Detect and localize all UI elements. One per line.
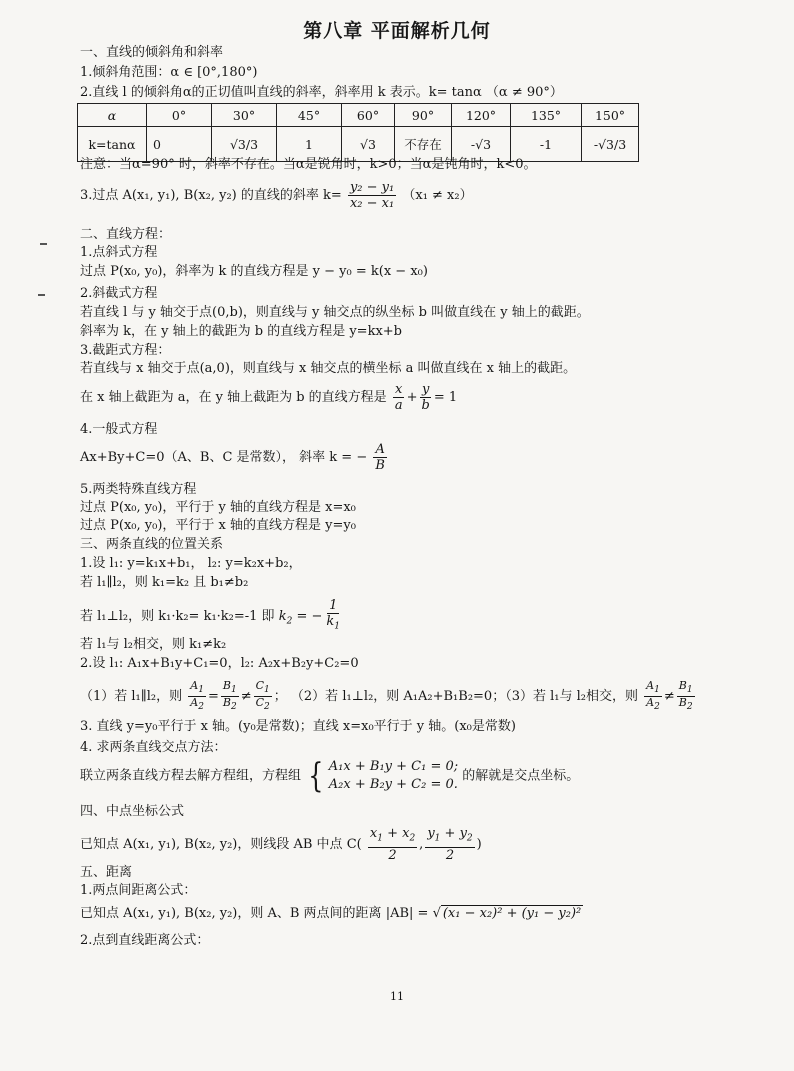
section-5-heading: 五、距离 <box>80 865 133 880</box>
fraction-numerator: 1 <box>329 598 338 613</box>
fraction-denominator: $A_2$ <box>646 696 660 713</box>
s5-l2 <box>80 905 583 923</box>
s3-l6: （1）若 l₁∥l₂，则 $\frac{A_1}{A_2}$ = $\frac{B_1}{B_2}$ ≠ $\frac{C_1}{C_2}$ ； （2）若 l₁⊥l₂，则 A₁A₂+B₁B₂=0；（3）若 l₁与 l₂相交，则 $\frac{A_1}{A_2}$ ≠ $\frac{B_1}{B_2}$ <box>80 679 693 713</box>
s3-l3-text: 若 l₁⊥l₂，则 k₁·k₂= k₁·k₂=-1 即 <box>80 608 275 624</box>
s3-l2: 若 l₁∥l₂，则 k₁=k₂ 且 b₁≠b₂ <box>80 575 249 590</box>
fraction-denominator: $A_2$ <box>190 696 204 713</box>
s2-l10 <box>80 442 389 473</box>
fraction-denominator: 2 <box>388 847 397 863</box>
table-cell: 90° <box>395 104 452 127</box>
midpoint-x-fraction <box>368 826 417 863</box>
margin-mark <box>38 294 45 296</box>
fraction-denominator: 2 <box>445 847 455 863</box>
fraction-numerator: $B_1$ <box>222 679 237 696</box>
table-cell: √3 <box>342 127 395 162</box>
section-4-heading: 四、中点坐标公式 <box>80 804 185 819</box>
s5-l3: 2.点到直线距离公式： <box>80 933 210 948</box>
s2-l3: 2.斜截式方程 <box>80 286 158 301</box>
table-cell: √3/3 <box>212 127 277 162</box>
fraction-denominator: a <box>394 398 403 413</box>
ratio-fraction <box>644 680 662 713</box>
fraction-denominator: $B_2$ <box>222 696 237 713</box>
fraction-denominator: $C_2$ <box>255 696 270 713</box>
system-equation-2: A₂x + B₂y + C₂ = 0. <box>328 777 458 792</box>
s3-l8: 4. 求两条直线交点方法： <box>80 740 227 755</box>
s4-l1-end: ) <box>476 836 482 852</box>
s1-p3-text: 3.过点 A(x₁, y₁), B(x₂, y₂) 的直线的斜率 k= <box>80 188 342 203</box>
fraction-denominator: b <box>421 398 430 413</box>
ratio-fraction <box>188 680 206 713</box>
section-2-heading: 二、直线方程： <box>80 227 172 242</box>
s1-p3 <box>80 180 473 211</box>
s2-l7: 若直线与 x 轴交于点(a,0)，则直线与 x 轴交点的横坐标 a 叫做直线在 x 轴上的截距。 <box>80 361 577 376</box>
table-cell: 135° <box>511 104 582 127</box>
s3-l9-end: 的解就是交点坐标。 <box>462 768 580 784</box>
s2-l8: 在 x 轴上截距为 a，在 y 轴上截距为 b 的直线方程是 $\frac{x}{a}$ + $\frac{y}{b}$ = 1 <box>80 382 458 413</box>
s3-l5: 2.设 l₁: A₁x+B₁y+C₁=0，l₂: A₂x+B₂y+C₂=0 <box>80 656 359 671</box>
table-cell: 45° <box>277 104 342 127</box>
table-cell: -1 <box>511 127 582 162</box>
fraction-numerator: $A_1$ <box>190 679 204 696</box>
s2-l5: 斜率为 k，在 y 轴上的截距为 b 的直线方程是 y=kx+b <box>80 324 402 339</box>
s3-l7: 3. 直线 y=y₀平行于 x 轴。(y₀是常数)；直线 x=x₀平行于 y 轴。(x₀是常数) <box>80 719 516 734</box>
s2-l10-text: Ax+By+C=0（A、B、C 是常数）， 斜率 k = − <box>80 450 368 465</box>
s2-l4: 若直线 l 与 y 轴交于点(0,b)，则直线与 y 轴交点的纵坐标 b 叫做直线在 y 轴上的截距。 <box>80 305 590 320</box>
table-cell: 120° <box>452 104 511 127</box>
table-cell: α <box>78 104 147 127</box>
table-cell: 0° <box>147 104 212 127</box>
fraction-numerator: x <box>395 382 403 397</box>
equation-system <box>305 758 458 794</box>
table-cell: 0 <box>147 127 212 162</box>
fraction-denominator: B <box>375 458 385 473</box>
s2-l8-text: 在 x 轴上截距为 a，在 y 轴上截距为 b 的直线方程是 <box>80 390 387 405</box>
s3-l9 <box>80 758 579 794</box>
s1-p3-condition: （x₁ ≠ x₂） <box>402 188 473 203</box>
table-cell: -√3 <box>452 127 511 162</box>
s3-l4: 若 l₁与 l₂相交，则 k₁≠k₂ <box>80 637 227 652</box>
table-cell: 不存在 <box>395 127 452 162</box>
s3-l6-parallel: （1）若 l₁∥l₂，则 <box>80 689 183 705</box>
fraction-denominator: $B_2$ <box>678 696 693 713</box>
table-cell: 30° <box>212 104 277 127</box>
ratio-fraction <box>677 680 695 713</box>
margin-mark <box>40 243 47 245</box>
s1-p1: 1.倾斜角范围：α ∈ [0°,180°) <box>80 65 258 80</box>
slope-numerator: y₂ − y₁ <box>349 180 395 195</box>
fraction-numerator: $y_1 + y_2$ <box>425 826 474 848</box>
s5-l1: 1.两点间距离公式： <box>80 883 197 898</box>
s1-note: 注意：当α=90° 时，斜率不存在。当α是锐角时，k>0；当α是钝角时，k<0。 <box>80 157 537 172</box>
s3-l9-text: 联立两条直线方程去解方程组，方程组 <box>80 768 302 784</box>
s2-l2: 过点 P(x₀, y₀)，斜率为 k 的直线方程是 y − y₀ = k(x − x₀) <box>80 264 428 279</box>
intercept-fraction-x <box>393 382 405 413</box>
ratio-fraction <box>254 680 272 713</box>
s2-l1: 1.点斜式方程 <box>80 245 158 260</box>
fraction-numerator: $x_1 + x_2$ <box>368 826 417 848</box>
fraction-numerator: y <box>421 382 430 397</box>
fraction-numerator: $A_1$ <box>646 679 660 696</box>
page-title: 第八章 平面解析几何 <box>303 20 491 42</box>
s4-l1-text: 已知点 A(x₁, y₁), B(x₂, y₂)，则线段 AB 中点 C( <box>80 836 362 852</box>
s3-l6-rest: ； （2）若 l₁⊥l₂，则 A₁A₂+B₁B₂=0；（3）若 l₁与 l₂相交，则 <box>273 689 638 705</box>
s2-l9: 4.一般式方程 <box>80 422 158 437</box>
fraction-numerator: A <box>375 442 385 457</box>
intercept-fraction-y <box>420 382 432 413</box>
perpendicular-slope-fraction <box>324 598 342 635</box>
table-cell: 60° <box>342 104 395 127</box>
general-slope-fraction <box>373 442 387 473</box>
page-number: 11 <box>390 990 404 1003</box>
ratio-fraction <box>221 680 239 713</box>
s2-l13: 过点 P(x₀, y₀)，平行于 x 轴的直线方程是 y=y₀ <box>80 518 356 533</box>
s2-l12: 过点 P(x₀, y₀)，平行于 y 轴的直线方程是 x=x₀ <box>80 500 356 515</box>
slope-denominator: x₂ − x₁ <box>349 196 395 211</box>
system-equation-1: A₁x + B₁y + C₁ = 0; <box>328 759 459 774</box>
table-cell: -√3/3 <box>582 127 639 162</box>
table-row <box>78 104 639 127</box>
radicand: (x₁ − x₂)² + (y₁ − y₂)² <box>442 906 582 921</box>
fraction-denominator: $k_1$ <box>326 614 341 632</box>
table-cell: 1 <box>277 127 342 162</box>
table-cell: k=tanα <box>78 127 147 162</box>
s4-l1: 已知点 A(x₁, y₁), B(x₂, y₂)，则线段 AB 中点 C( $\frac{x_1 + x_2}{2}$ , $\frac{y_1 + y_2}{2}$ ) <box>80 826 482 863</box>
fraction-numerator: $B_1$ <box>678 679 693 696</box>
s2-l6: 3.截距式方程： <box>80 343 171 358</box>
s3-l3: 若 l₁⊥l₂，则 k₁·k₂= k₁·k₂=-1 即 $k_2$ = − $\frac{1}{k_1}$ <box>80 598 344 635</box>
midpoint-y-fraction <box>425 826 474 863</box>
section-3-heading: 三、两条直线的位置关系 <box>80 537 224 552</box>
slope-fraction <box>348 180 396 211</box>
brace-icon: { <box>308 756 324 796</box>
s3-l1: 1.设 l₁: y=k₁x+b₁， l₂: y=k₂x+b₂， <box>80 556 302 571</box>
sqrt-expression: √ (x₁ − x₂)² + (y₁ − y₂)² <box>432 906 582 921</box>
s2-l11: 5.两类特殊直线方程 <box>80 482 197 497</box>
section-1-heading: 一、直线的倾斜角和斜率 <box>80 45 224 60</box>
s1-p2: 2.直线 l 的倾斜角α的正切值叫直线的斜率，斜率用 k 表示。k= tanα （α ≠ 90°） <box>80 85 563 100</box>
table-cell: 150° <box>582 104 639 127</box>
s2-l8-eq: = 1 <box>433 390 458 405</box>
fraction-numerator: $C_1$ <box>255 679 270 696</box>
s5-l2-text: 已知点 A(x₁, y₁), B(x₂, y₂)，则 A、B 两点间的距离 |AB| = <box>80 906 433 921</box>
slope-table <box>77 103 639 162</box>
